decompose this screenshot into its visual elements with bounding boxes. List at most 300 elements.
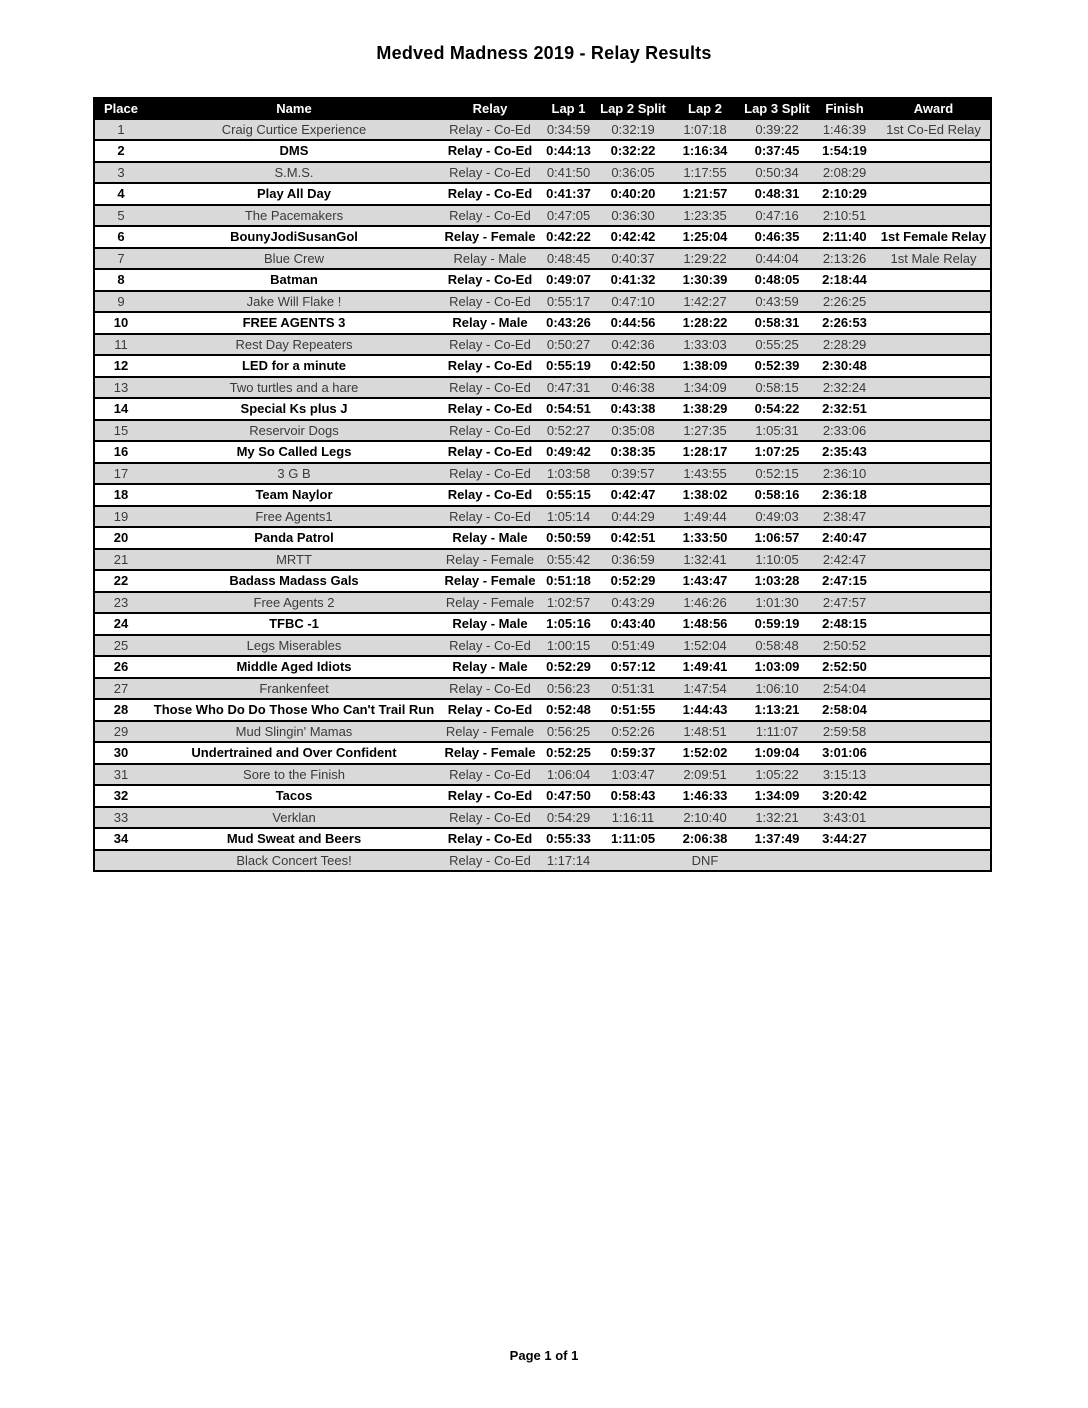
cell-relay: Relay - Female	[445, 551, 535, 567]
cell-relay: Relay - Co-Ed	[449, 207, 531, 223]
table-row	[94, 592, 991, 614]
cell-lap3_split: 0:58:31	[754, 315, 800, 330]
cell-lap2: 1:38:09	[682, 358, 728, 373]
cell-place: 28	[113, 702, 129, 717]
cell-relay: Relay - Co-Ed	[449, 121, 531, 137]
cell-lap2_split: 0:42:51	[610, 530, 656, 545]
cell-lap2: 1:30:39	[682, 272, 728, 287]
cell-lap2_split: 0:47:10	[611, 293, 655, 309]
cell-name: Play All Day	[257, 186, 331, 201]
cell-lap3_split: 0:52:15	[755, 465, 799, 481]
cell-finish: 1:46:39	[822, 121, 867, 137]
cell-finish: 3:43:01	[822, 809, 867, 825]
cell-lap1: 1:05:16	[546, 616, 591, 631]
cell-name: 3 G B	[277, 465, 311, 481]
cell-lap1: 0:52:27	[546, 422, 591, 438]
results-table	[93, 97, 992, 872]
cell-lap1: 0:41:50	[546, 164, 591, 180]
cell-lap2_split: 0:32:22	[610, 143, 656, 158]
cell-lap3_split: 0:49:03	[755, 508, 799, 524]
cell-name: Sore to the Finish	[243, 766, 345, 782]
cell-place: 21	[113, 551, 129, 567]
cell-lap2: 1:25:04	[682, 229, 728, 244]
cell-place: 22	[113, 573, 129, 588]
cell-name: Undertrained and Over Confident	[191, 745, 397, 760]
cell-award	[877, 828, 991, 850]
cell-award	[877, 205, 991, 227]
cell-lap1: 0:49:42	[546, 444, 591, 459]
cell-place: 25	[113, 637, 129, 653]
cell-lap2_split: 0:36:30	[611, 207, 655, 223]
cell-lap1: 1:05:14	[546, 508, 591, 524]
cell-name: Middle Aged Idiots	[236, 659, 352, 674]
cell-finish: 2:26:25	[822, 293, 867, 309]
cell-place: 12	[113, 358, 129, 373]
cell-award	[877, 183, 991, 205]
cell-lap1: 1:00:15	[546, 637, 591, 653]
cell-name: Special Ks plus J	[240, 401, 348, 416]
table-row	[94, 484, 991, 506]
cell-lap2_split: 0:43:38	[610, 401, 656, 416]
cell-place: 31	[113, 766, 129, 782]
table-row	[94, 355, 991, 377]
table-header-row	[94, 98, 991, 119]
cell-relay: Relay - Co-Ed	[447, 487, 533, 502]
cell-relay: Relay - Male	[452, 616, 528, 631]
cell-finish: 3:44:27	[822, 831, 867, 846]
cell-lap3_split: 0:44:04	[755, 250, 799, 266]
cell-name: Panda Patrol	[254, 530, 334, 545]
table-row	[94, 248, 991, 270]
cell-finish: 2:28:29	[822, 336, 867, 352]
cell-award	[877, 291, 991, 313]
cell-lap3_split: 1:07:25	[754, 444, 800, 459]
cell-finish: 2:47:57	[822, 594, 867, 610]
cell-finish: 2:13:26	[822, 250, 867, 266]
cell-finish: 1:54:19	[822, 143, 867, 158]
cell-award	[877, 592, 991, 614]
cell-lap2_split: 0:39:57	[611, 465, 655, 481]
cell-relay: Relay - Co-Ed	[449, 637, 531, 653]
cell-lap2_split: 0:38:35	[610, 444, 656, 459]
cell-relay: Relay - Female	[445, 723, 535, 739]
cell-name: DMS	[279, 143, 309, 158]
cell-award	[877, 140, 991, 162]
cell-award	[877, 764, 991, 786]
cell-lap3_split: 0:59:19	[754, 616, 800, 631]
cell-award	[877, 162, 991, 184]
table-row	[94, 205, 991, 227]
cell-lap3_split: 0:50:34	[755, 164, 799, 180]
cell-lap2: 1:42:27	[683, 293, 727, 309]
cell-lap2_split	[598, 850, 668, 872]
cell-lap1: 0:55:33	[546, 831, 591, 846]
cell-lap2: 2:06:38	[682, 831, 728, 846]
cell-name: Free Agents1	[255, 508, 333, 524]
cell-lap2_split: 0:44:29	[611, 508, 655, 524]
cell-lap2_split: 0:52:29	[610, 573, 656, 588]
cell-lap2_split: 0:51:31	[611, 680, 655, 696]
cell-lap1: 0:54:51	[546, 401, 591, 416]
cell-lap2_split: 0:51:49	[611, 637, 655, 653]
cell-finish: 2:30:48	[822, 358, 867, 373]
column-header-lap2_split: Lap 2 Split	[600, 101, 666, 116]
cell-relay: Relay - Co-Ed	[447, 143, 533, 158]
cell-lap3_split: 0:37:45	[754, 143, 800, 158]
cell-place: 6	[117, 229, 125, 244]
cell-lap2_split: 0:32:19	[611, 121, 655, 137]
cell-finish: 2:40:47	[822, 530, 867, 545]
cell-lap3_split: 1:10:05	[755, 551, 799, 567]
cell-lap2_split: 1:11:05	[610, 831, 656, 846]
cell-lap2: 1:47:54	[683, 680, 727, 696]
cell-lap3_split: 0:47:16	[755, 207, 799, 223]
cell-finish: 3:20:42	[822, 788, 867, 803]
cell-lap3_split: 0:48:05	[754, 272, 800, 287]
cell-relay: Relay - Co-Ed	[447, 186, 533, 201]
page-title: Medved Madness 2019 - Relay Results	[376, 43, 712, 63]
cell-lap1: 0:52:25	[546, 745, 591, 760]
cell-place: 13	[113, 379, 129, 395]
cell-award	[877, 807, 991, 829]
cell-name: Verklan	[272, 809, 316, 825]
cell-award	[877, 549, 991, 571]
cell-place: 7	[117, 250, 125, 266]
cell-finish: 2:18:44	[822, 272, 867, 287]
cell-lap2_split: 0:35:08	[611, 422, 655, 438]
cell-lap3_split: 0:52:39	[754, 358, 800, 373]
cell-lap2_split: 0:43:29	[611, 594, 655, 610]
cell-relay: Relay - Co-Ed	[449, 164, 531, 180]
cell-place: 14	[113, 401, 129, 416]
cell-award	[877, 484, 991, 506]
cell-lap2_split: 0:36:05	[611, 164, 655, 180]
cell-relay: Relay - Co-Ed	[447, 401, 533, 416]
cell-lap2_split: 1:03:47	[611, 766, 655, 782]
table-row	[94, 635, 991, 657]
cell-lap1: 0:52:29	[546, 659, 591, 674]
cell-lap1: 0:47:50	[546, 788, 591, 803]
cell-lap1: 1:06:04	[546, 766, 591, 782]
cell-lap2: 1:43:47	[682, 573, 728, 588]
cell-lap3_split: 0:58:15	[755, 379, 799, 395]
cell-lap1: 0:47:31	[546, 379, 591, 395]
cell-lap2: 1:16:34	[682, 143, 728, 158]
cell-name: Black Concert Tees!	[236, 852, 352, 868]
cell-place: 23	[113, 594, 129, 610]
cell-award	[877, 656, 991, 678]
table-body	[94, 119, 991, 871]
column-header-name: Name	[276, 101, 312, 116]
table-row	[94, 119, 991, 140]
cell-lap2: 1:21:57	[682, 186, 728, 201]
cell-place: 24	[113, 616, 129, 631]
cell-lap2: 2:10:40	[683, 809, 727, 825]
cell-lap3_split: 1:03:09	[754, 659, 800, 674]
cell-lap3_split: 0:54:22	[754, 401, 800, 416]
cell-finish: 2:11:40	[822, 229, 867, 244]
cell-award	[877, 850, 991, 872]
table-row	[94, 742, 991, 764]
cell-lap3_split: 0:58:48	[755, 637, 799, 653]
table-row	[94, 764, 991, 786]
cell-relay: Relay - Co-Ed	[447, 272, 533, 287]
cell-finish: 2:32:24	[822, 379, 867, 395]
cell-award	[877, 527, 991, 549]
cell-lap1: 0:51:18	[546, 573, 591, 588]
cell-lap2: 1:52:02	[682, 745, 728, 760]
cell-lap3_split: 0:43:59	[755, 293, 799, 309]
table-row	[94, 291, 991, 313]
cell-award	[877, 721, 991, 743]
cell-finish: 2:42:47	[822, 551, 867, 567]
cell-lap1: 0:56:23	[546, 680, 591, 696]
cell-lap2: 1:28:22	[682, 315, 728, 330]
cell-relay: Relay - Co-Ed	[449, 293, 531, 309]
cell-lap3_split: 1:32:21	[755, 809, 799, 825]
cell-lap3_split: 1:13:21	[754, 702, 800, 717]
cell-relay: Relay - Co-Ed	[447, 702, 533, 717]
cell-relay: Relay - Male	[452, 659, 528, 674]
cell-lap2_split: 0:43:40	[610, 616, 656, 631]
cell-finish: 3:15:13	[822, 766, 867, 782]
table-row	[94, 549, 991, 571]
table-row	[94, 162, 991, 184]
cell-lap2_split: 0:58:43	[610, 788, 656, 803]
cell-lap3_split: 1:05:31	[755, 422, 799, 438]
column-header-award: Award	[913, 101, 954, 116]
table-row	[94, 312, 991, 334]
cell-name: Two turtles and a hare	[229, 379, 359, 395]
cell-place: 9	[117, 293, 125, 309]
cell-lap2_split: 0:46:38	[611, 379, 655, 395]
cell-relay: Relay - Co-Ed	[449, 465, 531, 481]
cell-lap2: 1:46:26	[683, 594, 727, 610]
cell-award	[877, 355, 991, 377]
cell-name: Mud Slingin' Mamas	[235, 723, 353, 739]
cell-award	[877, 269, 991, 291]
cell-lap2: 1:48:56	[682, 616, 728, 631]
cell-lap2: 1:44:43	[682, 702, 728, 717]
cell-name: FREE AGENTS 3	[242, 315, 346, 330]
cell-award	[877, 785, 991, 807]
cell-lap2_split: 1:16:11	[611, 809, 655, 825]
cell-lap1: 0:56:25	[546, 723, 591, 739]
table-row	[94, 678, 991, 700]
table-row	[94, 463, 991, 485]
cell-lap2: 1:29:22	[683, 250, 727, 266]
table-row	[94, 506, 991, 528]
column-header-relay: Relay	[472, 101, 508, 116]
cell-lap3_split: 1:03:28	[754, 573, 800, 588]
cell-place: 32	[113, 788, 129, 803]
table-row	[94, 613, 991, 635]
cell-lap3_split: 1:06:10	[755, 680, 799, 696]
cell-lap1: 1:03:58	[546, 465, 591, 481]
cell-finish: 2:59:58	[822, 723, 867, 739]
cell-award	[877, 312, 991, 334]
cell-place: 8	[117, 272, 125, 287]
cell-name: Frankenfeet	[259, 680, 329, 696]
cell-lap2: 1:33:50	[682, 530, 728, 545]
cell-place: 20	[113, 530, 129, 545]
cell-finish: 2:54:04	[822, 680, 867, 696]
cell-lap3_split: 1:06:57	[754, 530, 800, 545]
cell-finish: 2:47:15	[822, 573, 867, 588]
cell-award	[877, 377, 991, 399]
cell-lap3_split: 0:46:35	[754, 229, 800, 244]
cell-place: 10	[113, 315, 129, 330]
column-header-lap1: Lap 1	[551, 101, 586, 116]
cell-relay: Relay - Co-Ed	[449, 422, 531, 438]
cell-award	[877, 613, 991, 635]
cell-lap2: 1:43:55	[683, 465, 727, 481]
table-row	[94, 226, 991, 248]
cell-finish: 3:01:06	[822, 745, 867, 760]
table-row	[94, 334, 991, 356]
cell-lap2_split: 0:41:32	[610, 272, 656, 287]
cell-relay: Relay - Female	[444, 229, 536, 244]
cell-relay: Relay - Co-Ed	[447, 444, 533, 459]
cell-lap2_split: 0:40:20	[610, 186, 656, 201]
cell-place: 34	[113, 831, 129, 846]
table-row	[94, 527, 991, 549]
cell-place: 15	[113, 422, 129, 438]
table-row	[94, 807, 991, 829]
cell-name: Jake Will Flake !	[246, 293, 342, 309]
cell-lap1: 0:55:19	[546, 358, 591, 373]
cell-place: 30	[113, 745, 129, 760]
table-row	[94, 721, 991, 743]
cell-relay: Relay - Co-Ed	[447, 788, 533, 803]
cell-relay: Relay - Co-Ed	[449, 766, 531, 782]
cell-finish: 2:32:51	[822, 401, 867, 416]
cell-name: MRTT	[276, 551, 312, 567]
cell-lap1: 0:44:13	[546, 143, 591, 158]
cell-lap1: 0:50:59	[546, 530, 591, 545]
cell-award	[877, 742, 991, 764]
table-row	[94, 785, 991, 807]
cell-place: 16	[113, 444, 129, 459]
cell-relay: Relay - Co-Ed	[449, 809, 531, 825]
cell-name: My So Called Legs	[236, 444, 352, 459]
cell-place	[94, 850, 147, 872]
cell-award	[877, 506, 991, 528]
cell-name: Free Agents 2	[253, 594, 335, 610]
cell-lap1: 0:55:42	[546, 551, 591, 567]
cell-award	[877, 441, 991, 463]
cell-name: BounyJodiSusanGol	[230, 229, 358, 244]
cell-finish: 2:35:43	[822, 444, 867, 459]
cell-place: 33	[113, 809, 129, 825]
cell-lap1: 0:50:27	[546, 336, 591, 352]
cell-lap2_split: 0:44:56	[610, 315, 656, 330]
cell-lap2_split: 0:36:59	[611, 551, 655, 567]
cell-lap3_split: 1:37:49	[754, 831, 800, 846]
cell-lap2_split: 0:59:37	[610, 745, 656, 760]
cell-name: Badass Madass Gals	[229, 573, 359, 588]
cell-lap2: 1:46:33	[682, 788, 728, 803]
cell-lap3_split: 1:34:09	[754, 788, 800, 803]
cell-lap2: 1:52:04	[683, 637, 727, 653]
cell-name: Batman	[270, 272, 318, 287]
cell-award	[877, 398, 991, 420]
cell-award	[877, 678, 991, 700]
cell-lap2_split: 0:42:36	[611, 336, 655, 352]
column-header-finish: Finish	[825, 101, 864, 116]
cell-lap2: DNF	[691, 852, 719, 868]
cell-name: Rest Day Repeaters	[235, 336, 353, 352]
page-footer: Page 1 of 1	[509, 1348, 579, 1363]
cell-lap3_split: 1:11:07	[755, 723, 799, 739]
cell-name: Craig Curtice Experience	[221, 121, 367, 137]
cell-lap1: 0:34:59	[546, 121, 591, 137]
cell-finish: 2:26:53	[822, 315, 867, 330]
cell-lap1: 1:17:14	[546, 852, 591, 868]
cell-lap1: 0:52:48	[546, 702, 591, 717]
table-row	[94, 140, 991, 162]
cell-lap3_split: 0:39:22	[755, 121, 799, 137]
cell-lap1: 0:43:26	[546, 315, 591, 330]
cell-relay: Relay - Female	[444, 745, 536, 760]
table-row	[94, 420, 991, 442]
cell-award	[877, 699, 991, 721]
cell-lap1: 1:02:57	[546, 594, 591, 610]
cell-finish: 2:10:51	[822, 207, 867, 223]
cell-finish: 2:52:50	[822, 659, 867, 674]
cell-lap2_split: 0:40:37	[611, 250, 655, 266]
cell-lap2: 1:48:51	[683, 723, 727, 739]
cell-finish: 2:48:15	[822, 616, 867, 631]
table-row	[94, 183, 991, 205]
cell-lap2_split: 0:42:47	[610, 487, 656, 502]
cell-lap3_split: 1:09:04	[754, 745, 800, 760]
cell-place: 2	[117, 143, 125, 158]
cell-award: 1st Female Relay	[880, 229, 987, 244]
cell-lap1: 0:41:37	[546, 186, 591, 201]
cell-relay: Relay - Male	[452, 315, 528, 330]
cell-lap2: 1:07:18	[683, 121, 727, 137]
cell-lap1: 0:54:29	[546, 809, 591, 825]
table-row	[94, 377, 991, 399]
cell-lap3_split: 1:01:30	[755, 594, 799, 610]
cell-lap2_split: 0:52:26	[611, 723, 655, 739]
cell-name: TFBC -1	[269, 616, 319, 631]
cell-lap2: 1:23:35	[683, 207, 727, 223]
cell-name: Reservoir Dogs	[249, 422, 339, 438]
table-row	[94, 269, 991, 291]
cell-name: The Pacemakers	[244, 207, 344, 223]
cell-finish: 2:33:06	[822, 422, 867, 438]
cell-lap2: 1:38:02	[682, 487, 728, 502]
cell-finish: 2:58:04	[822, 702, 867, 717]
cell-place: 3	[117, 164, 125, 180]
cell-finish: 2:38:47	[822, 508, 867, 524]
cell-award	[877, 635, 991, 657]
cell-place: 26	[113, 659, 129, 674]
table-row	[94, 441, 991, 463]
cell-award	[877, 570, 991, 592]
cell-lap3_split: 0:55:25	[755, 336, 799, 352]
cell-lap1: 0:47:05	[546, 207, 591, 223]
cell-finish: 2:36:10	[822, 465, 867, 481]
column-header-place: Place	[104, 101, 138, 116]
cell-lap1: 0:55:17	[546, 293, 591, 309]
cell-lap2: 1:32:41	[683, 551, 727, 567]
cell-relay: Relay - Co-Ed	[447, 831, 533, 846]
table-row	[94, 850, 991, 872]
cell-place: 27	[113, 680, 129, 696]
